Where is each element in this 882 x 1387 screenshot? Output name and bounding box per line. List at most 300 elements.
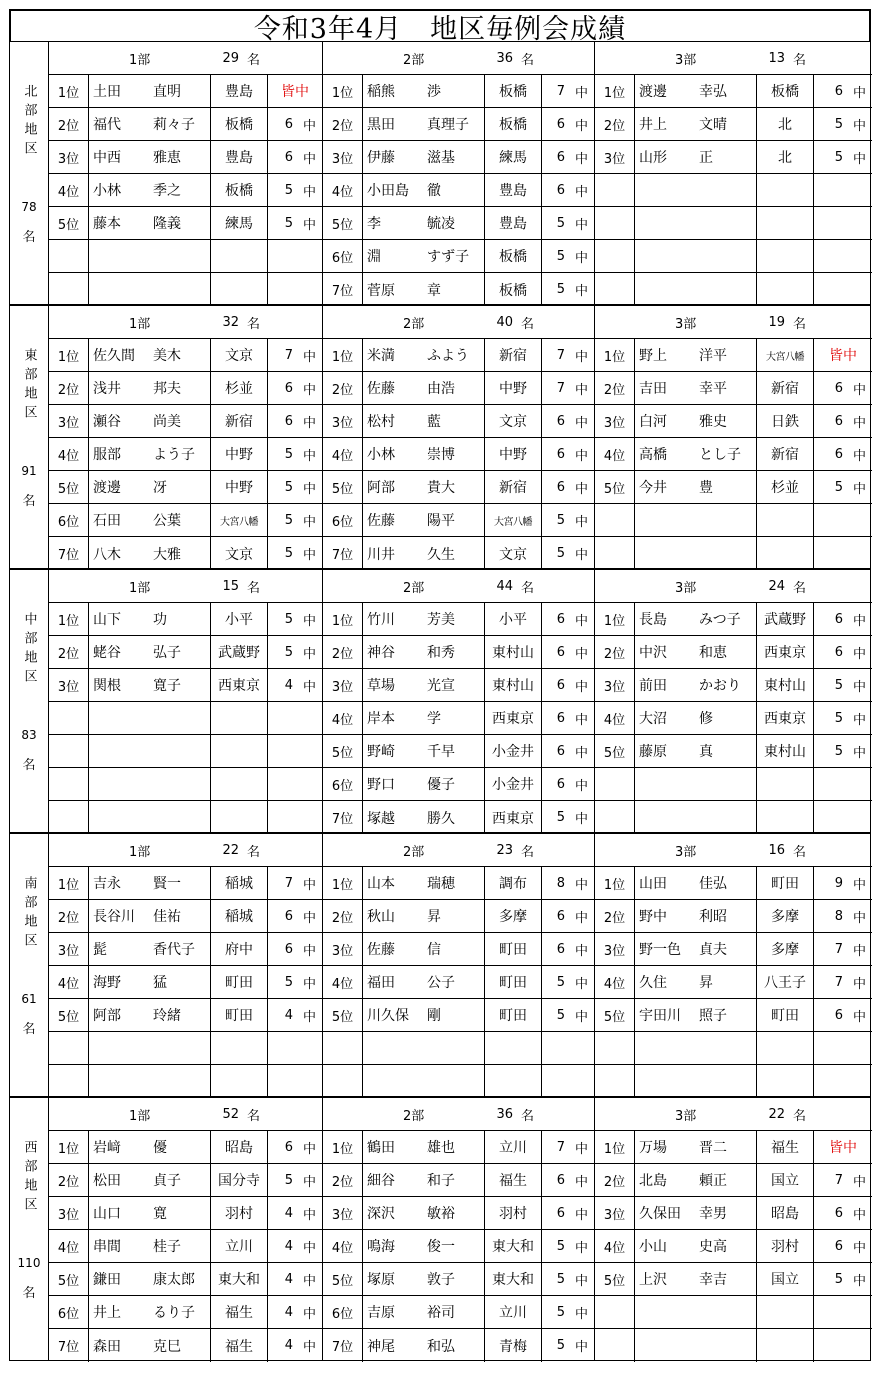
hit-count: 8 xyxy=(834,908,843,924)
region-count: 91 xyxy=(21,464,37,478)
division-column xyxy=(49,570,323,832)
hit-unit: 中 xyxy=(302,1141,316,1157)
given-name: 貴大 xyxy=(427,480,455,496)
rank-cell: 7位 xyxy=(323,1329,363,1362)
result-cell xyxy=(814,900,872,932)
region-block xyxy=(9,833,871,1097)
club-cell: 中野 xyxy=(211,471,268,503)
division-header xyxy=(595,834,872,867)
name-cell xyxy=(89,207,211,239)
hit-unit: 中 xyxy=(302,184,316,200)
region-name: 中部地区 xyxy=(21,612,37,688)
club-cell: 羽村 xyxy=(757,1230,814,1262)
division-count: 19 xyxy=(768,314,785,330)
surname: 髭 xyxy=(93,942,107,958)
surname: 長島 xyxy=(639,612,667,628)
club-cell: 豊島 xyxy=(485,174,542,206)
result-cell xyxy=(542,207,594,239)
table-row xyxy=(49,1131,322,1164)
table-row xyxy=(595,471,872,504)
club-cell: 文京 xyxy=(485,537,542,570)
surname: 竹川 xyxy=(367,612,395,628)
name-cell xyxy=(363,1164,485,1196)
club-cell: 西東京 xyxy=(211,669,268,701)
result-cell xyxy=(542,174,594,206)
hit-count: 6 xyxy=(556,446,565,462)
name-cell xyxy=(635,504,757,536)
given-name: 俊一 xyxy=(427,1239,455,1255)
club-cell: 小平 xyxy=(485,603,542,635)
rank-cell xyxy=(595,240,635,272)
name-cell xyxy=(635,1197,757,1229)
hit-count: 7 xyxy=(556,380,565,396)
given-name: 真理子 xyxy=(427,117,469,133)
surname: 伊藤 xyxy=(367,150,395,166)
hit-count: 6 xyxy=(284,413,293,429)
division-label: 3部 xyxy=(675,1108,697,1124)
result-cell xyxy=(268,141,322,173)
club-cell: 昭島 xyxy=(757,1197,814,1229)
hit-count: 5 xyxy=(556,1304,565,1320)
hit-count: 7 xyxy=(556,347,565,363)
table-row xyxy=(323,141,594,174)
rank-cell: 5位 xyxy=(323,999,363,1031)
result-cell xyxy=(542,999,594,1031)
division-count-unit: 名 xyxy=(521,52,535,68)
rank-cell: 1位 xyxy=(49,75,89,107)
result-cell xyxy=(542,801,594,834)
name-cell xyxy=(363,1197,485,1229)
hit-count: 5 xyxy=(834,479,843,495)
table-row xyxy=(49,1164,322,1197)
club-cell xyxy=(757,504,814,536)
rank-cell: 1位 xyxy=(595,75,635,107)
division-label: 3部 xyxy=(675,52,697,68)
rank-cell: 3位 xyxy=(595,141,635,173)
hit-count: 5 xyxy=(834,1271,843,1287)
result-cell xyxy=(814,207,872,239)
given-name: よう子 xyxy=(153,447,195,463)
hit-count: 6 xyxy=(556,677,565,693)
hit-unit: 中 xyxy=(574,712,588,728)
result-cell xyxy=(814,1329,872,1362)
club-cell: 羽村 xyxy=(485,1197,542,1229)
given-name: 瑞穂 xyxy=(427,876,455,892)
region-block xyxy=(9,305,871,569)
result-cell xyxy=(268,900,322,932)
hit-unit: 中 xyxy=(302,118,316,134)
table-row xyxy=(49,768,322,801)
table-row xyxy=(323,405,594,438)
name-cell xyxy=(363,900,485,932)
table-row xyxy=(323,108,594,141)
name-cell xyxy=(635,966,757,998)
name-cell xyxy=(363,207,485,239)
result-cell xyxy=(814,75,872,107)
result-cell xyxy=(542,504,594,536)
surname: 黒田 xyxy=(367,117,395,133)
name-cell xyxy=(89,999,211,1031)
hit-unit: 中 xyxy=(852,448,866,464)
hit-count: 5 xyxy=(556,546,565,561)
hit-count: 5 xyxy=(834,116,843,132)
hit-unit: 中 xyxy=(574,448,588,464)
given-name: 章 xyxy=(427,282,441,299)
division-count-unit: 名 xyxy=(521,1108,535,1124)
surname: 松田 xyxy=(93,1173,121,1189)
given-name: 裕司 xyxy=(427,1305,455,1321)
rank-cell xyxy=(595,1065,635,1098)
hit-unit: 中 xyxy=(574,184,588,200)
rank-cell: 2位 xyxy=(595,636,635,668)
name-cell xyxy=(363,141,485,173)
hit-unit: 中 xyxy=(852,1174,866,1190)
table-row xyxy=(49,636,322,669)
result-cell xyxy=(268,240,322,272)
hit-unit: 中 xyxy=(852,1240,866,1256)
hit-unit: 中 xyxy=(574,1141,588,1157)
division-label: 1部 xyxy=(129,1108,151,1124)
surname: 渡邊 xyxy=(639,84,667,100)
rank-cell xyxy=(323,1032,363,1064)
region-label xyxy=(10,1098,49,1360)
hit-unit: 中 xyxy=(574,1306,588,1322)
table-row xyxy=(323,702,594,735)
given-name: 佳祐 xyxy=(153,909,181,925)
hit-count: 6 xyxy=(284,116,293,132)
club-cell xyxy=(757,1296,814,1328)
division-count: 36 xyxy=(496,50,513,66)
table-row xyxy=(595,1329,872,1362)
surname: 福代 xyxy=(93,117,121,133)
club-cell: 練馬 xyxy=(485,141,542,173)
division-column xyxy=(323,1098,595,1360)
hit-unit: 中 xyxy=(302,1306,316,1322)
club-cell: 多摩 xyxy=(757,900,814,932)
rank-cell xyxy=(49,735,89,767)
table-row xyxy=(323,75,594,108)
region-count-unit: 名 xyxy=(22,1286,36,1301)
result-cell xyxy=(268,702,322,734)
region-count-unit: 名 xyxy=(22,230,36,245)
surname: 石田 xyxy=(93,513,121,529)
rank-cell: 1位 xyxy=(49,867,89,899)
given-name: 優 xyxy=(153,1140,167,1156)
given-name: 久生 xyxy=(427,546,455,563)
hit-unit: 中 xyxy=(302,1207,316,1223)
club-cell: 立川 xyxy=(485,1296,542,1328)
hit-count: 6 xyxy=(556,611,565,627)
club-cell: 多摩 xyxy=(485,900,542,932)
rank-cell xyxy=(595,768,635,800)
name-cell xyxy=(89,636,211,668)
name-cell xyxy=(363,768,485,800)
club-cell: 中野 xyxy=(485,438,542,470)
name-cell xyxy=(89,1164,211,1196)
rank-cell: 3位 xyxy=(323,405,363,437)
given-name: かおり xyxy=(699,678,741,694)
surname: 福田 xyxy=(367,975,395,991)
division-column xyxy=(595,1098,872,1360)
hit-unit: 中 xyxy=(574,349,588,365)
table-row xyxy=(595,1263,872,1296)
table-row xyxy=(595,405,872,438)
hit-unit: 中 xyxy=(574,217,588,233)
division-header xyxy=(323,570,594,603)
given-name: 賢一 xyxy=(153,876,181,892)
hit-count: 6 xyxy=(284,1139,293,1155)
club-cell: 稲城 xyxy=(211,900,268,932)
club-cell: 国分寺 xyxy=(211,1164,268,1196)
club-cell xyxy=(757,174,814,206)
result-cell xyxy=(268,273,322,306)
hit-count: 6 xyxy=(284,149,293,165)
all-hit-badge: 皆中 xyxy=(281,84,309,100)
hit-count: 6 xyxy=(834,1238,843,1254)
rank-cell: 5位 xyxy=(49,471,89,503)
region-count: 78 xyxy=(21,200,37,214)
rank-cell: 3位 xyxy=(49,933,89,965)
result-cell xyxy=(542,240,594,272)
result-cell xyxy=(814,1230,872,1262)
hit-count: 6 xyxy=(284,380,293,396)
division-header xyxy=(595,1098,872,1131)
hit-unit: 中 xyxy=(574,1340,588,1355)
division-label: 1部 xyxy=(129,52,151,68)
given-name: 和秀 xyxy=(427,645,455,661)
hit-unit: 中 xyxy=(574,1273,588,1289)
result-cell xyxy=(542,1131,594,1163)
division-header xyxy=(49,834,322,867)
name-cell xyxy=(363,273,485,306)
given-name: 公子 xyxy=(427,975,455,991)
rank-cell: 6位 xyxy=(49,1296,89,1328)
hit-count: 6 xyxy=(556,1205,565,1221)
given-name: 季之 xyxy=(153,183,181,199)
rank-cell: 3位 xyxy=(595,933,635,965)
division-count: 36 xyxy=(496,1106,513,1122)
given-name: 寛子 xyxy=(153,678,181,694)
hit-unit: 中 xyxy=(302,548,316,563)
name-cell xyxy=(635,933,757,965)
name-cell xyxy=(635,603,757,635)
club-cell: 国立 xyxy=(757,1263,814,1295)
hit-unit: 中 xyxy=(574,613,588,629)
hit-count: 5 xyxy=(284,974,293,990)
surname: 上沢 xyxy=(639,1272,667,1288)
name-cell xyxy=(635,75,757,107)
hit-count: 5 xyxy=(556,1271,565,1287)
given-name: 邦夫 xyxy=(153,381,181,397)
rank-cell: 4位 xyxy=(595,966,635,998)
surname: 大沼 xyxy=(639,711,667,727)
table-row xyxy=(595,702,872,735)
result-cell xyxy=(542,141,594,173)
surname: 佐藤 xyxy=(367,942,395,958)
region-name: 西部地区 xyxy=(21,1140,37,1216)
hit-count: 5 xyxy=(556,282,565,297)
name-cell xyxy=(635,735,757,767)
club-cell: 豊島 xyxy=(485,207,542,239)
table-row xyxy=(595,867,872,900)
hit-unit: 中 xyxy=(574,877,588,893)
name-cell xyxy=(363,174,485,206)
club-cell: 文京 xyxy=(485,405,542,437)
hit-unit: 中 xyxy=(302,382,316,398)
table-row xyxy=(595,504,872,537)
hit-count: 4 xyxy=(284,1338,293,1353)
result-cell xyxy=(268,933,322,965)
division-count-unit: 名 xyxy=(521,316,535,332)
surname: 佐藤 xyxy=(367,381,395,397)
table-row xyxy=(49,1296,322,1329)
hit-unit: 中 xyxy=(574,284,588,299)
hit-unit: 中 xyxy=(852,382,866,398)
surname: 野中 xyxy=(639,909,667,925)
club-cell: 武蔵野 xyxy=(211,636,268,668)
name-cell xyxy=(89,603,211,635)
name-cell xyxy=(635,999,757,1031)
result-cell xyxy=(542,603,594,635)
rank-cell: 5位 xyxy=(595,999,635,1031)
table-row xyxy=(323,1131,594,1164)
surname: 井上 xyxy=(93,1305,121,1321)
table-row xyxy=(323,801,594,834)
division-header xyxy=(49,42,322,75)
club-cell: 板橋 xyxy=(211,174,268,206)
division-header xyxy=(595,570,872,603)
result-cell xyxy=(814,1296,872,1328)
result-cell xyxy=(814,108,872,140)
name-cell xyxy=(363,1131,485,1163)
table-row xyxy=(323,1065,594,1098)
name-cell xyxy=(363,405,485,437)
given-name: 敏裕 xyxy=(427,1206,455,1222)
name-cell xyxy=(89,504,211,536)
result-cell xyxy=(542,702,594,734)
hit-unit: 中 xyxy=(574,415,588,431)
rank-cell: 2位 xyxy=(323,636,363,668)
hit-count: 7 xyxy=(834,941,843,957)
hit-unit: 中 xyxy=(852,877,866,893)
club-cell: 西東京 xyxy=(485,702,542,734)
result-cell xyxy=(542,867,594,899)
rank-cell: 4位 xyxy=(49,1230,89,1262)
surname: 井上 xyxy=(639,117,667,133)
table-row xyxy=(595,240,872,273)
table-row xyxy=(49,372,322,405)
hit-count: 6 xyxy=(834,611,843,627)
club-cell xyxy=(211,1065,268,1098)
given-name: 敦子 xyxy=(427,1272,455,1288)
table-row xyxy=(323,603,594,636)
result-cell xyxy=(268,999,322,1031)
rank-cell: 5位 xyxy=(49,207,89,239)
division-header xyxy=(323,1098,594,1131)
hit-count: 6 xyxy=(556,710,565,726)
club-cell: 練馬 xyxy=(211,207,268,239)
table-row xyxy=(49,669,322,702)
table-row xyxy=(49,504,322,537)
hit-count: 4 xyxy=(284,677,293,693)
hit-count: 5 xyxy=(556,512,565,528)
given-name: 照子 xyxy=(699,1008,727,1024)
surname: 岸本 xyxy=(367,711,395,727)
club-cell xyxy=(485,1065,542,1098)
rank-cell: 7位 xyxy=(323,801,363,834)
name-cell xyxy=(635,1296,757,1328)
result-cell xyxy=(814,438,872,470)
table-row xyxy=(323,867,594,900)
hit-unit: 中 xyxy=(852,910,866,926)
region-block xyxy=(9,41,871,305)
given-name: 藍 xyxy=(427,414,441,430)
result-cell xyxy=(542,1164,594,1196)
rank-cell: 3位 xyxy=(49,1197,89,1229)
rank-cell: 2位 xyxy=(595,108,635,140)
hit-unit: 中 xyxy=(852,745,866,761)
name-cell xyxy=(363,1329,485,1362)
name-cell xyxy=(363,240,485,272)
table-row xyxy=(595,999,872,1032)
division-count: 22 xyxy=(222,842,239,858)
hit-count: 4 xyxy=(284,1007,293,1023)
name-cell xyxy=(363,1230,485,1262)
division-header xyxy=(323,834,594,867)
hit-count: 4 xyxy=(284,1271,293,1287)
division-count-unit: 名 xyxy=(793,52,807,68)
division-count-unit: 名 xyxy=(521,844,535,860)
hit-unit: 中 xyxy=(302,613,316,629)
rank-cell: 4位 xyxy=(323,702,363,734)
rank-cell: 2位 xyxy=(595,372,635,404)
table-row xyxy=(323,1296,594,1329)
result-cell xyxy=(542,900,594,932)
surname: 藤原 xyxy=(639,744,667,760)
result-cell xyxy=(268,405,322,437)
given-name: 雅恵 xyxy=(153,150,181,166)
division-column xyxy=(323,306,595,568)
table-row xyxy=(49,1329,322,1362)
surname: 菅原 xyxy=(367,282,395,299)
name-cell xyxy=(89,669,211,701)
rank-cell: 2位 xyxy=(595,1164,635,1196)
table-row xyxy=(323,1329,594,1362)
rank-cell xyxy=(595,1032,635,1064)
table-row xyxy=(595,108,872,141)
table-row xyxy=(49,867,322,900)
table-row xyxy=(49,1263,322,1296)
table-row xyxy=(595,1032,872,1065)
result-cell xyxy=(814,1032,872,1064)
name-cell xyxy=(363,438,485,470)
name-cell xyxy=(89,537,211,570)
given-name: 文晴 xyxy=(699,117,727,133)
name-cell xyxy=(89,801,211,834)
name-cell xyxy=(89,372,211,404)
given-name: 猛 xyxy=(153,975,167,991)
table-row xyxy=(323,768,594,801)
hit-unit: 中 xyxy=(302,415,316,431)
table-row xyxy=(49,537,322,570)
club-cell: 新宿 xyxy=(485,339,542,371)
hit-count: 7 xyxy=(556,1139,565,1155)
rank-cell: 6位 xyxy=(323,768,363,800)
hit-unit: 中 xyxy=(302,943,316,959)
given-name: 康太郎 xyxy=(153,1272,195,1288)
given-name: 修 xyxy=(699,711,713,727)
result-cell xyxy=(268,1296,322,1328)
